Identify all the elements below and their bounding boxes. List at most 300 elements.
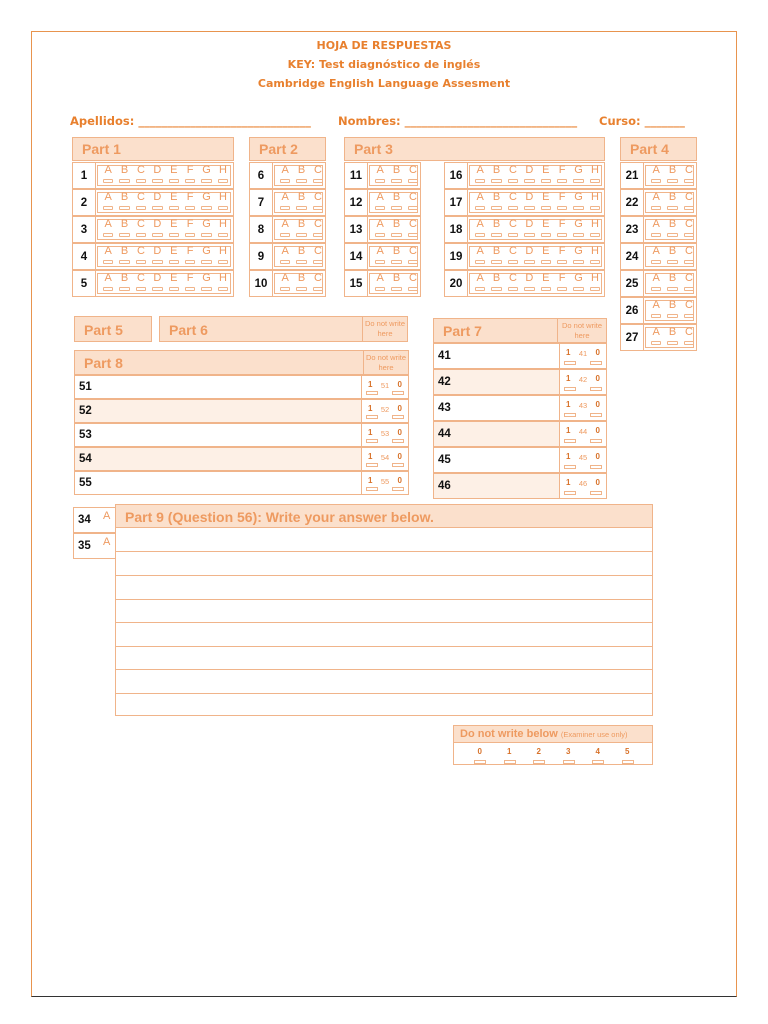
table-row[interactable]: [74, 399, 409, 423]
option-a[interactable]: A: [648, 245, 664, 258]
option-a[interactable]: A: [100, 272, 116, 285]
option-g[interactable]: G: [198, 245, 214, 258]
part9-answer-area[interactable]: [115, 527, 653, 716]
list-item: [73, 533, 117, 559]
examiner-score-row: [465, 747, 642, 756]
list-item: [72, 216, 234, 243]
option-a[interactable]: A: [100, 245, 116, 258]
option-e[interactable]: E: [166, 245, 182, 258]
mark-one[interactable]: 1: [368, 476, 373, 485]
list-item: [620, 243, 697, 270]
question-number: 43: [438, 402, 451, 414]
option-c[interactable]: C: [405, 245, 421, 258]
list-item: [344, 216, 421, 243]
mark-zero[interactable]: 0: [397, 476, 402, 485]
option-group: [648, 299, 697, 312]
mark-one-box[interactable]: [564, 413, 576, 417]
option-group: [472, 245, 603, 258]
mark-zero-box[interactable]: [590, 465, 602, 469]
option-h[interactable]: H: [587, 272, 603, 285]
option-g[interactable]: G: [570, 191, 586, 204]
option-b[interactable]: B: [488, 191, 504, 204]
option-h[interactable]: H: [215, 164, 231, 177]
question-number: 21: [621, 163, 644, 188]
question-number: 1: [73, 163, 96, 188]
option-g[interactable]: G: [570, 218, 586, 231]
mark-zero[interactable]: 0: [595, 374, 600, 383]
option-e[interactable]: E: [166, 164, 182, 177]
question-number: 15: [345, 271, 368, 296]
option-b[interactable]: B: [116, 218, 132, 231]
mark-zero[interactable]: 0: [397, 428, 402, 437]
option-a[interactable]: A: [372, 245, 388, 258]
table-row[interactable]: [433, 473, 607, 499]
question-number: 9: [250, 244, 273, 269]
mark-one[interactable]: 1: [368, 380, 373, 389]
mark-box: [559, 396, 606, 420]
question-number: 13: [345, 217, 368, 242]
option-b[interactable]: B: [488, 218, 504, 231]
list-item: [620, 189, 697, 216]
mark-one-box[interactable]: [564, 361, 576, 365]
option-c[interactable]: C: [310, 245, 326, 258]
option-e[interactable]: E: [166, 272, 182, 285]
question-number: 6: [250, 163, 273, 188]
part9-header: Part 9 (Question 56): Write your answer below.: [115, 504, 653, 528]
option-f[interactable]: F: [182, 272, 198, 285]
question-number: 26: [621, 298, 644, 323]
option-c[interactable]: C: [681, 245, 697, 258]
option-group: [372, 272, 421, 285]
option-c[interactable]: C: [681, 299, 697, 312]
option-c[interactable]: C: [681, 272, 697, 285]
option-b[interactable]: B: [388, 164, 404, 177]
question-number: 23: [621, 217, 644, 242]
option-group: [472, 218, 603, 231]
mark-box: [559, 474, 606, 498]
option-g[interactable]: G: [570, 164, 586, 177]
list-item: [249, 243, 326, 270]
mark-one[interactable]: 1: [566, 452, 571, 461]
option-b[interactable]: B: [664, 245, 680, 258]
option-group: [472, 191, 603, 204]
option-h[interactable]: H: [587, 164, 603, 177]
curso-field[interactable]: Curso: _______: [599, 114, 685, 128]
option-b[interactable]: B: [388, 272, 404, 285]
option-f[interactable]: F: [554, 272, 570, 285]
option-a[interactable]: A: [277, 218, 293, 231]
list-item: [344, 189, 421, 216]
mark-number: 44: [578, 427, 588, 436]
question-number: 41: [438, 350, 451, 362]
mark-one[interactable]: 1: [566, 400, 571, 409]
option-b[interactable]: B: [293, 218, 309, 231]
question-number: 7: [250, 190, 273, 215]
score-option[interactable]: 0: [465, 747, 495, 756]
option-h[interactable]: H: [215, 245, 231, 258]
option-h[interactable]: H: [215, 191, 231, 204]
list-item: [620, 324, 697, 351]
mark-zero-box[interactable]: [590, 413, 602, 417]
option-group: [472, 272, 603, 285]
list-item: [620, 297, 697, 324]
option-a[interactable]: A: [472, 218, 488, 231]
option-c[interactable]: C: [133, 218, 149, 231]
option-e[interactable]: E: [538, 218, 554, 231]
option-a[interactable]: A: [372, 218, 388, 231]
option-c[interactable]: C: [310, 218, 326, 231]
option-c[interactable]: C: [681, 218, 697, 231]
option-g[interactable]: G: [198, 218, 214, 231]
option-b[interactable]: B: [488, 164, 504, 177]
option-d[interactable]: D: [149, 218, 165, 231]
mark-one-box[interactable]: [564, 491, 576, 495]
option-c[interactable]: C: [405, 191, 421, 204]
question-number: 17: [445, 190, 468, 215]
part5-header: Part 5: [74, 316, 152, 342]
option-a[interactable]: A: [648, 299, 664, 312]
option-d[interactable]: D: [149, 245, 165, 258]
score-option[interactable]: 3: [554, 747, 584, 756]
option-group: [372, 218, 421, 231]
option-group: [648, 191, 697, 204]
option-group: [648, 245, 697, 258]
mark-one[interactable]: 1: [566, 374, 571, 383]
score-option[interactable]: 2: [524, 747, 554, 756]
mark-number: 43: [578, 401, 588, 410]
mark-zero-box[interactable]: [590, 387, 602, 391]
list-item: [72, 189, 234, 216]
mark-zero-box[interactable]: [590, 491, 602, 495]
question-number: 45: [438, 454, 451, 466]
mark-one-box[interactable]: [564, 465, 576, 469]
list-item: [444, 270, 605, 297]
mark-box: [559, 370, 606, 394]
mark-number: 52: [380, 405, 390, 414]
sheet-subtitle-key: KEY: Test diagnóstico de inglés: [287, 58, 481, 71]
question-number: 46: [438, 480, 451, 492]
option-g[interactable]: G: [570, 272, 586, 285]
mark-zero-box[interactable]: [590, 439, 602, 443]
option-b[interactable]: B: [664, 299, 680, 312]
option-c[interactable]: C: [133, 164, 149, 177]
mark-box: [361, 376, 408, 398]
option-d[interactable]: D: [521, 218, 537, 231]
part1-header: Part 1: [72, 137, 234, 161]
option-c[interactable]: C: [681, 164, 697, 177]
score-option[interactable]: 5: [613, 747, 643, 756]
option-group: [100, 164, 231, 177]
question-number: 16: [445, 163, 468, 188]
part8-do-not-write: Do not write here: [363, 350, 409, 375]
table-row[interactable]: [74, 447, 409, 471]
option-c[interactable]: C: [505, 191, 521, 204]
part6-do-not-write: Do not write here: [362, 316, 408, 342]
option-b[interactable]: B: [664, 164, 680, 177]
option-b[interactable]: B: [664, 272, 680, 285]
option-a[interactable]: A: [472, 245, 488, 258]
mark-zero-box[interactable]: [392, 463, 404, 467]
list-item: [620, 270, 697, 297]
table-row[interactable]: [74, 471, 409, 495]
mark-zero-box[interactable]: [392, 415, 404, 419]
question-number: 18: [445, 217, 468, 242]
option-d[interactable]: D: [149, 272, 165, 285]
option-b[interactable]: B: [293, 245, 309, 258]
option-a[interactable]: A: [103, 536, 111, 548]
mark-zero-box[interactable]: [392, 439, 404, 443]
option-b[interactable]: B: [488, 272, 504, 285]
option-d[interactable]: D: [149, 191, 165, 204]
question-number: 51: [79, 381, 92, 393]
option-a[interactable]: A: [277, 272, 293, 285]
question-number: 4: [73, 244, 96, 269]
option-g[interactable]: G: [198, 191, 214, 204]
option-a[interactable]: A: [100, 191, 116, 204]
option-a[interactable]: A: [648, 272, 664, 285]
option-a[interactable]: A: [648, 218, 664, 231]
part7-do-not-write: Do not write here: [557, 318, 607, 343]
question-number: 19: [445, 244, 468, 269]
option-a[interactable]: A: [277, 164, 293, 177]
part7-header: Part 7: [433, 318, 558, 343]
mark-zero[interactable]: 0: [397, 452, 402, 461]
list-item: [444, 162, 605, 189]
option-d[interactable]: D: [521, 164, 537, 177]
option-h[interactable]: H: [215, 272, 231, 285]
option-f[interactable]: F: [182, 191, 198, 204]
question-number: 52: [79, 405, 92, 417]
score-option[interactable]: 1: [495, 747, 525, 756]
score-option[interactable]: 4: [583, 747, 613, 756]
mark-zero[interactable]: 0: [397, 380, 402, 389]
table-row[interactable]: [433, 369, 607, 395]
mark-number: 53: [380, 429, 390, 438]
option-group: [277, 272, 326, 285]
sheet-title: HOJA DE RESPUESTAS: [316, 39, 452, 52]
option-c[interactable]: C: [310, 164, 326, 177]
list-item: [620, 162, 697, 189]
option-b[interactable]: B: [293, 191, 309, 204]
question-number: 10: [250, 271, 273, 296]
option-e[interactable]: E: [166, 218, 182, 231]
question-number: 53: [79, 429, 92, 441]
option-group: [277, 218, 326, 231]
table-row[interactable]: [433, 421, 607, 447]
table-row[interactable]: [74, 423, 409, 447]
option-g[interactable]: G: [570, 245, 586, 258]
option-c[interactable]: C: [505, 218, 521, 231]
examiner-title: Do not write below: [460, 728, 558, 740]
option-b[interactable]: B: [293, 272, 309, 285]
list-item: [73, 507, 117, 533]
question-number: 11: [345, 163, 368, 188]
option-f[interactable]: F: [182, 245, 198, 258]
question-number: 2: [73, 190, 96, 215]
option-f[interactable]: F: [554, 164, 570, 177]
mark-number: 42: [578, 375, 588, 384]
option-c[interactable]: C: [133, 272, 149, 285]
option-d[interactable]: D: [521, 191, 537, 204]
option-c[interactable]: C: [133, 245, 149, 258]
option-a[interactable]: A: [472, 191, 488, 204]
option-c[interactable]: C: [505, 164, 521, 177]
nombres-field[interactable]: Nombres: ______________________________: [338, 114, 578, 128]
list-item: [444, 216, 605, 243]
option-a[interactable]: A: [100, 164, 116, 177]
option-h[interactable]: H: [587, 218, 603, 231]
option-a[interactable]: A: [648, 191, 664, 204]
option-f[interactable]: F: [182, 218, 198, 231]
mark-number: 54: [380, 453, 390, 462]
table-row[interactable]: [433, 343, 607, 369]
option-e[interactable]: E: [538, 272, 554, 285]
list-item: [72, 162, 234, 189]
list-item: [344, 162, 421, 189]
mark-box: [559, 422, 606, 446]
mark-one[interactable]: 1: [368, 452, 373, 461]
option-a[interactable]: A: [100, 218, 116, 231]
question-number: 34: [78, 514, 91, 526]
mark-box: [361, 472, 408, 494]
mark-one-box[interactable]: [564, 439, 576, 443]
option-group: [472, 164, 603, 177]
table-row[interactable]: [74, 375, 409, 399]
option-b[interactable]: B: [116, 191, 132, 204]
question-number: 5: [73, 271, 96, 296]
option-group: [277, 191, 326, 204]
list-item: [444, 189, 605, 216]
mark-box: [559, 344, 606, 368]
option-f[interactable]: F: [554, 245, 570, 258]
option-c[interactable]: C: [133, 191, 149, 204]
mark-one-box[interactable]: [366, 415, 378, 419]
option-g[interactable]: G: [198, 164, 214, 177]
mark-zero-box[interactable]: [590, 361, 602, 365]
mark-one-box[interactable]: [366, 439, 378, 443]
option-c[interactable]: C: [681, 326, 697, 339]
mark-zero-box[interactable]: [392, 391, 404, 395]
option-f[interactable]: F: [182, 164, 198, 177]
option-b[interactable]: B: [116, 245, 132, 258]
option-a[interactable]: A: [103, 510, 111, 522]
option-c[interactable]: C: [405, 272, 421, 285]
option-c[interactable]: C: [405, 164, 421, 177]
option-b[interactable]: B: [488, 245, 504, 258]
option-c[interactable]: C: [310, 191, 326, 204]
mark-number: 55: [380, 477, 390, 486]
option-a[interactable]: A: [472, 272, 488, 285]
apellidos-field[interactable]: Apellidos: ______________________________: [70, 114, 311, 128]
option-c[interactable]: C: [310, 272, 326, 285]
option-b[interactable]: B: [664, 191, 680, 204]
option-f[interactable]: F: [554, 218, 570, 231]
option-d[interactable]: D: [521, 245, 537, 258]
option-a[interactable]: A: [648, 326, 664, 339]
option-e[interactable]: E: [538, 164, 554, 177]
option-a[interactable]: A: [472, 164, 488, 177]
examiner-box: [453, 725, 653, 765]
mark-one-box[interactable]: [366, 487, 378, 491]
mark-one[interactable]: 1: [566, 348, 571, 357]
option-group: [648, 164, 697, 177]
mark-zero[interactable]: 0: [595, 348, 600, 357]
mark-one-box[interactable]: [366, 391, 378, 395]
mark-one-box[interactable]: [564, 387, 576, 391]
mark-zero[interactable]: 0: [595, 452, 600, 461]
option-h[interactable]: H: [215, 218, 231, 231]
list-item: [249, 189, 326, 216]
option-a[interactable]: A: [372, 272, 388, 285]
part4-header: Part 4: [620, 137, 697, 161]
mark-one[interactable]: 1: [566, 426, 571, 435]
option-b[interactable]: B: [293, 164, 309, 177]
option-h[interactable]: H: [587, 245, 603, 258]
option-g[interactable]: G: [198, 272, 214, 285]
option-b[interactable]: B: [388, 191, 404, 204]
question-number: 8: [250, 217, 273, 242]
option-b[interactable]: B: [116, 272, 132, 285]
question-number: 24: [621, 244, 644, 269]
option-b[interactable]: B: [388, 218, 404, 231]
option-c[interactable]: C: [505, 245, 521, 258]
mark-one[interactable]: 1: [368, 428, 373, 437]
option-c[interactable]: C: [505, 272, 521, 285]
question-number: 14: [345, 244, 368, 269]
mark-one-box[interactable]: [366, 463, 378, 467]
option-d[interactable]: D: [521, 272, 537, 285]
list-item: [72, 243, 234, 270]
option-a[interactable]: A: [648, 164, 664, 177]
mark-one[interactable]: 1: [368, 404, 373, 413]
list-item: [249, 162, 326, 189]
list-item: [249, 270, 326, 297]
option-b[interactable]: B: [388, 245, 404, 258]
option-e[interactable]: E: [538, 191, 554, 204]
question-number: 27: [621, 325, 644, 350]
list-item: [620, 216, 697, 243]
option-e[interactable]: E: [538, 245, 554, 258]
option-b[interactable]: B: [664, 218, 680, 231]
option-c[interactable]: C: [405, 218, 421, 231]
mark-box: [361, 448, 408, 470]
question-number: 25: [621, 271, 644, 296]
question-number: 12: [345, 190, 368, 215]
option-b[interactable]: B: [664, 326, 680, 339]
option-b[interactable]: B: [116, 164, 132, 177]
option-a[interactable]: A: [372, 164, 388, 177]
mark-zero[interactable]: 0: [595, 400, 600, 409]
option-h[interactable]: H: [587, 191, 603, 204]
option-a[interactable]: A: [277, 191, 293, 204]
list-item: [72, 270, 234, 297]
option-d[interactable]: D: [149, 164, 165, 177]
mark-zero[interactable]: 0: [595, 426, 600, 435]
mark-zero-box[interactable]: [392, 487, 404, 491]
option-f[interactable]: F: [554, 191, 570, 204]
option-a[interactable]: A: [372, 191, 388, 204]
option-e[interactable]: E: [166, 191, 182, 204]
option-a[interactable]: A: [277, 245, 293, 258]
mark-one[interactable]: 1: [566, 478, 571, 487]
option-c[interactable]: C: [681, 191, 697, 204]
mark-zero[interactable]: 0: [595, 478, 600, 487]
table-row[interactable]: [433, 447, 607, 473]
mark-number: 51: [380, 381, 390, 390]
question-number: 42: [438, 376, 451, 388]
table-row[interactable]: [433, 395, 607, 421]
mark-zero[interactable]: 0: [397, 404, 402, 413]
